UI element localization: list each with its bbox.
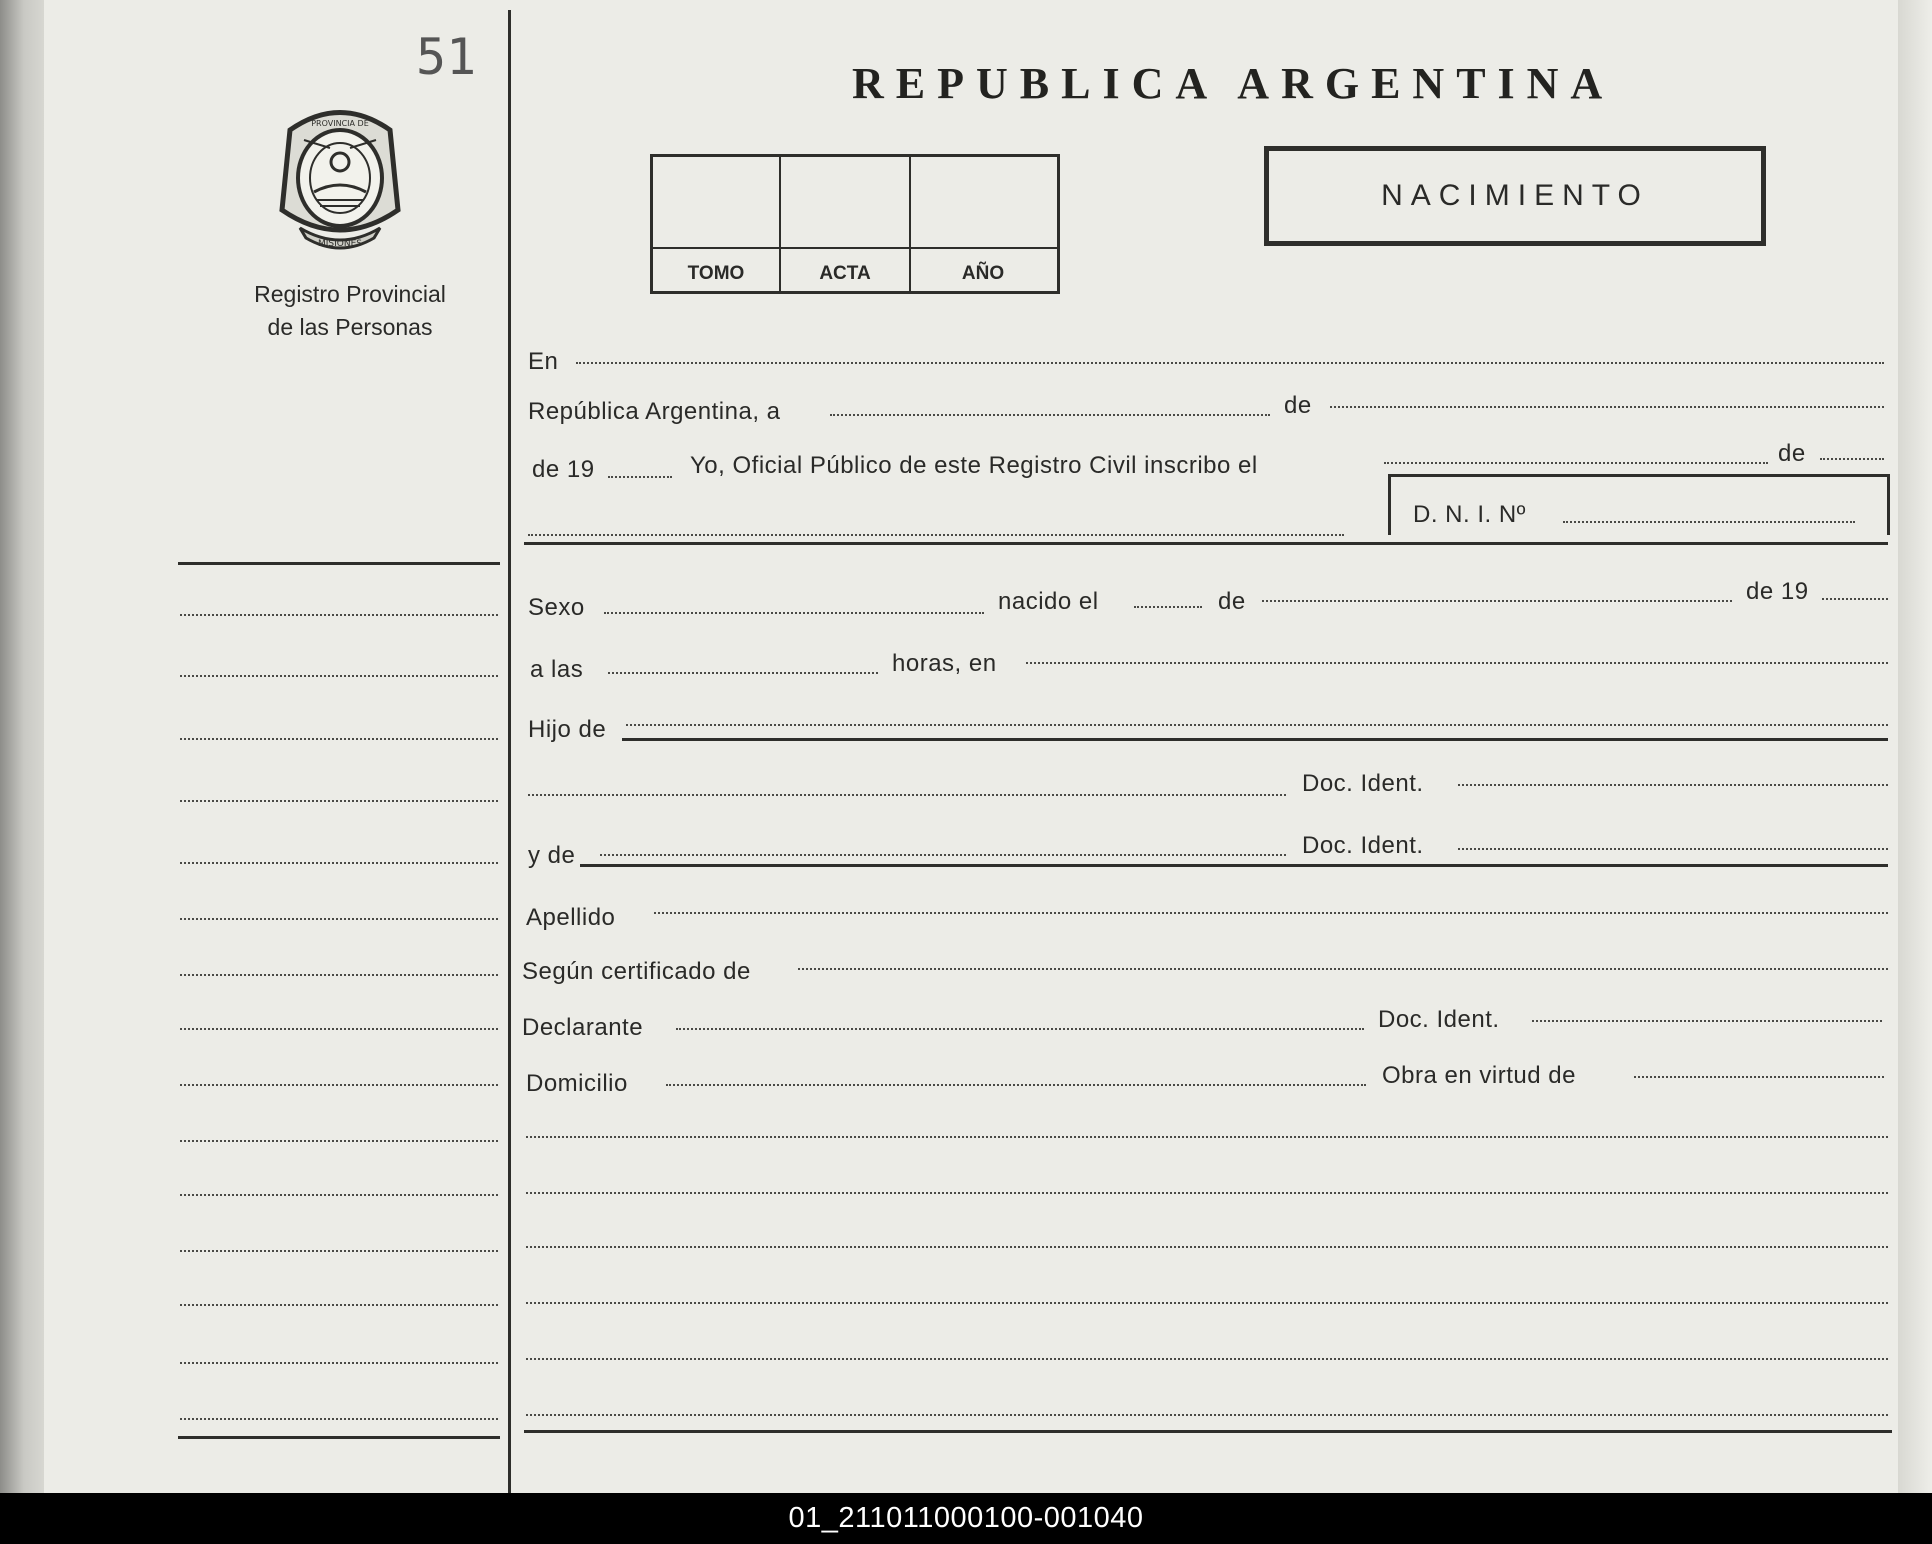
tomo-label: TOMO: [687, 263, 745, 284]
left-blank-line[interactable]: [180, 1304, 498, 1306]
field-dia[interactable]: [830, 414, 1270, 416]
left-blank-line[interactable]: [180, 974, 498, 976]
serial-number: 51: [416, 28, 477, 86]
field-padre-2[interactable]: [528, 794, 1286, 796]
registry-name: [200, 278, 500, 344]
section-rule-1: [524, 542, 1888, 545]
label-dni: D. N. I. Nº: [1413, 501, 1526, 528]
field-inscribo-el[interactable]: [1384, 462, 1768, 464]
acta-cell[interactable]: [781, 157, 911, 291]
left-blank-line[interactable]: [180, 1194, 498, 1196]
label-republica-a: República Argentina, a: [528, 398, 781, 425]
label-y-de: y de: [528, 842, 576, 869]
field-madre[interactable]: [600, 854, 1286, 856]
registry-name-line1: Registro Provincial: [254, 281, 446, 307]
label-yo-oficial: Yo, Oficial Público de este Registro Civil inscribo el: [690, 452, 1258, 479]
field-mes-nacimiento[interactable]: [1262, 600, 1732, 602]
label-de-1: de: [1284, 392, 1312, 419]
field-hora[interactable]: [608, 672, 878, 674]
field-anio-nacimiento[interactable]: [1822, 598, 1888, 600]
blank-line[interactable]: [526, 1246, 1888, 1248]
left-blank-line[interactable]: [180, 1140, 498, 1142]
bottom-rule: [524, 1430, 1892, 1433]
label-declarante: Declarante: [522, 1014, 644, 1041]
label-apellido: Apellido: [526, 904, 616, 931]
tomo-cell[interactable]: [653, 157, 781, 291]
label-de-19: de 19: [532, 456, 595, 483]
left-blank-line[interactable]: [180, 918, 498, 920]
field-dni[interactable]: [1563, 521, 1855, 523]
left-blank-line[interactable]: [180, 738, 498, 740]
acta-label: ACTA: [819, 263, 871, 284]
svg-text:MISIONES: MISIONES: [317, 239, 363, 249]
registry-name-line2: de las Personas: [267, 314, 433, 340]
left-blank-line[interactable]: [180, 1362, 498, 1364]
label-doc-ident-2: Doc. Ident.: [1302, 832, 1424, 859]
field-lugar-nacimiento[interactable]: [1026, 662, 1888, 664]
label-segun-certificado: Según certificado de: [522, 958, 751, 985]
left-blank-line[interactable]: [180, 1418, 498, 1420]
field-en[interactable]: [576, 362, 1884, 364]
label-horas-en: horas, en: [892, 650, 997, 677]
padre-rule: [622, 738, 1888, 741]
left-column-bottom-rule: [178, 1436, 500, 1439]
blank-line[interactable]: [526, 1414, 1888, 1416]
field-doc-ident-madre[interactable]: [1458, 848, 1888, 850]
left-blank-line[interactable]: [180, 1084, 498, 1086]
label-en: En: [528, 348, 559, 375]
label-doc-ident-1: Doc. Ident.: [1302, 770, 1424, 797]
blank-line[interactable]: [526, 1136, 1888, 1138]
country-title: REPUBLICA ARGENTINA: [852, 59, 1615, 108]
blank-line[interactable]: [526, 1302, 1888, 1304]
field-sexo[interactable]: [604, 612, 984, 614]
label-obra-en-virtud: Obra en virtud de: [1382, 1062, 1576, 1089]
image-id-footer: 01_211011000100-001040: [0, 1493, 1932, 1544]
label-hijo-de: Hijo de: [528, 716, 607, 743]
reference-box: [650, 154, 1060, 294]
left-blank-line[interactable]: [180, 800, 498, 802]
column-divider: [508, 10, 511, 1493]
label-de-2: de: [1778, 440, 1806, 467]
paper-right-edge: [1898, 0, 1932, 1493]
field-declarante[interactable]: [676, 1028, 1364, 1030]
field-doc-ident-declarante[interactable]: [1532, 1020, 1882, 1022]
left-blank-line[interactable]: [180, 862, 498, 864]
left-blank-line[interactable]: [180, 1028, 498, 1030]
blank-line[interactable]: [526, 1358, 1888, 1360]
label-de-19-b: de 19: [1746, 578, 1809, 605]
label-doc-ident-3: Doc. Ident.: [1378, 1006, 1500, 1033]
label-nacido-el: nacido el: [998, 588, 1099, 615]
label-domicilio: Domicilio: [526, 1070, 628, 1097]
field-mes[interactable]: [1330, 406, 1884, 408]
left-blank-line[interactable]: [180, 1250, 498, 1252]
provincial-emblem-icon: [270, 100, 410, 260]
field-domicilio[interactable]: [666, 1084, 1366, 1086]
ano-cell[interactable]: [911, 157, 1055, 291]
field-nombre[interactable]: [528, 534, 1344, 536]
field-dia-nacimiento[interactable]: [1134, 606, 1202, 608]
label-de-3: de: [1218, 588, 1246, 615]
field-apellido[interactable]: [654, 912, 1888, 914]
left-blank-line[interactable]: [180, 675, 498, 677]
document-type-label: NACIMIENTO: [1381, 179, 1649, 212]
field-obra-en-virtud[interactable]: [1634, 1076, 1884, 1078]
left-column-top-rule: [178, 562, 500, 565]
svg-text:PROVINCIA DE: PROVINCIA DE: [311, 119, 369, 128]
madre-rule: [580, 864, 1888, 867]
label-a-las: a las: [530, 656, 584, 683]
ano-label: AÑO: [961, 263, 1005, 284]
field-de-2[interactable]: [1820, 458, 1884, 460]
dni-box: [1388, 474, 1890, 535]
field-doc-ident-padre[interactable]: [1458, 784, 1888, 786]
field-certificado[interactable]: [798, 968, 1888, 970]
document-type-box: [1264, 146, 1766, 246]
field-anio[interactable]: [608, 476, 672, 478]
label-sexo: Sexo: [528, 594, 585, 621]
field-padre[interactable]: [626, 724, 1888, 726]
blank-line[interactable]: [526, 1192, 1888, 1194]
left-blank-line[interactable]: [180, 614, 498, 616]
